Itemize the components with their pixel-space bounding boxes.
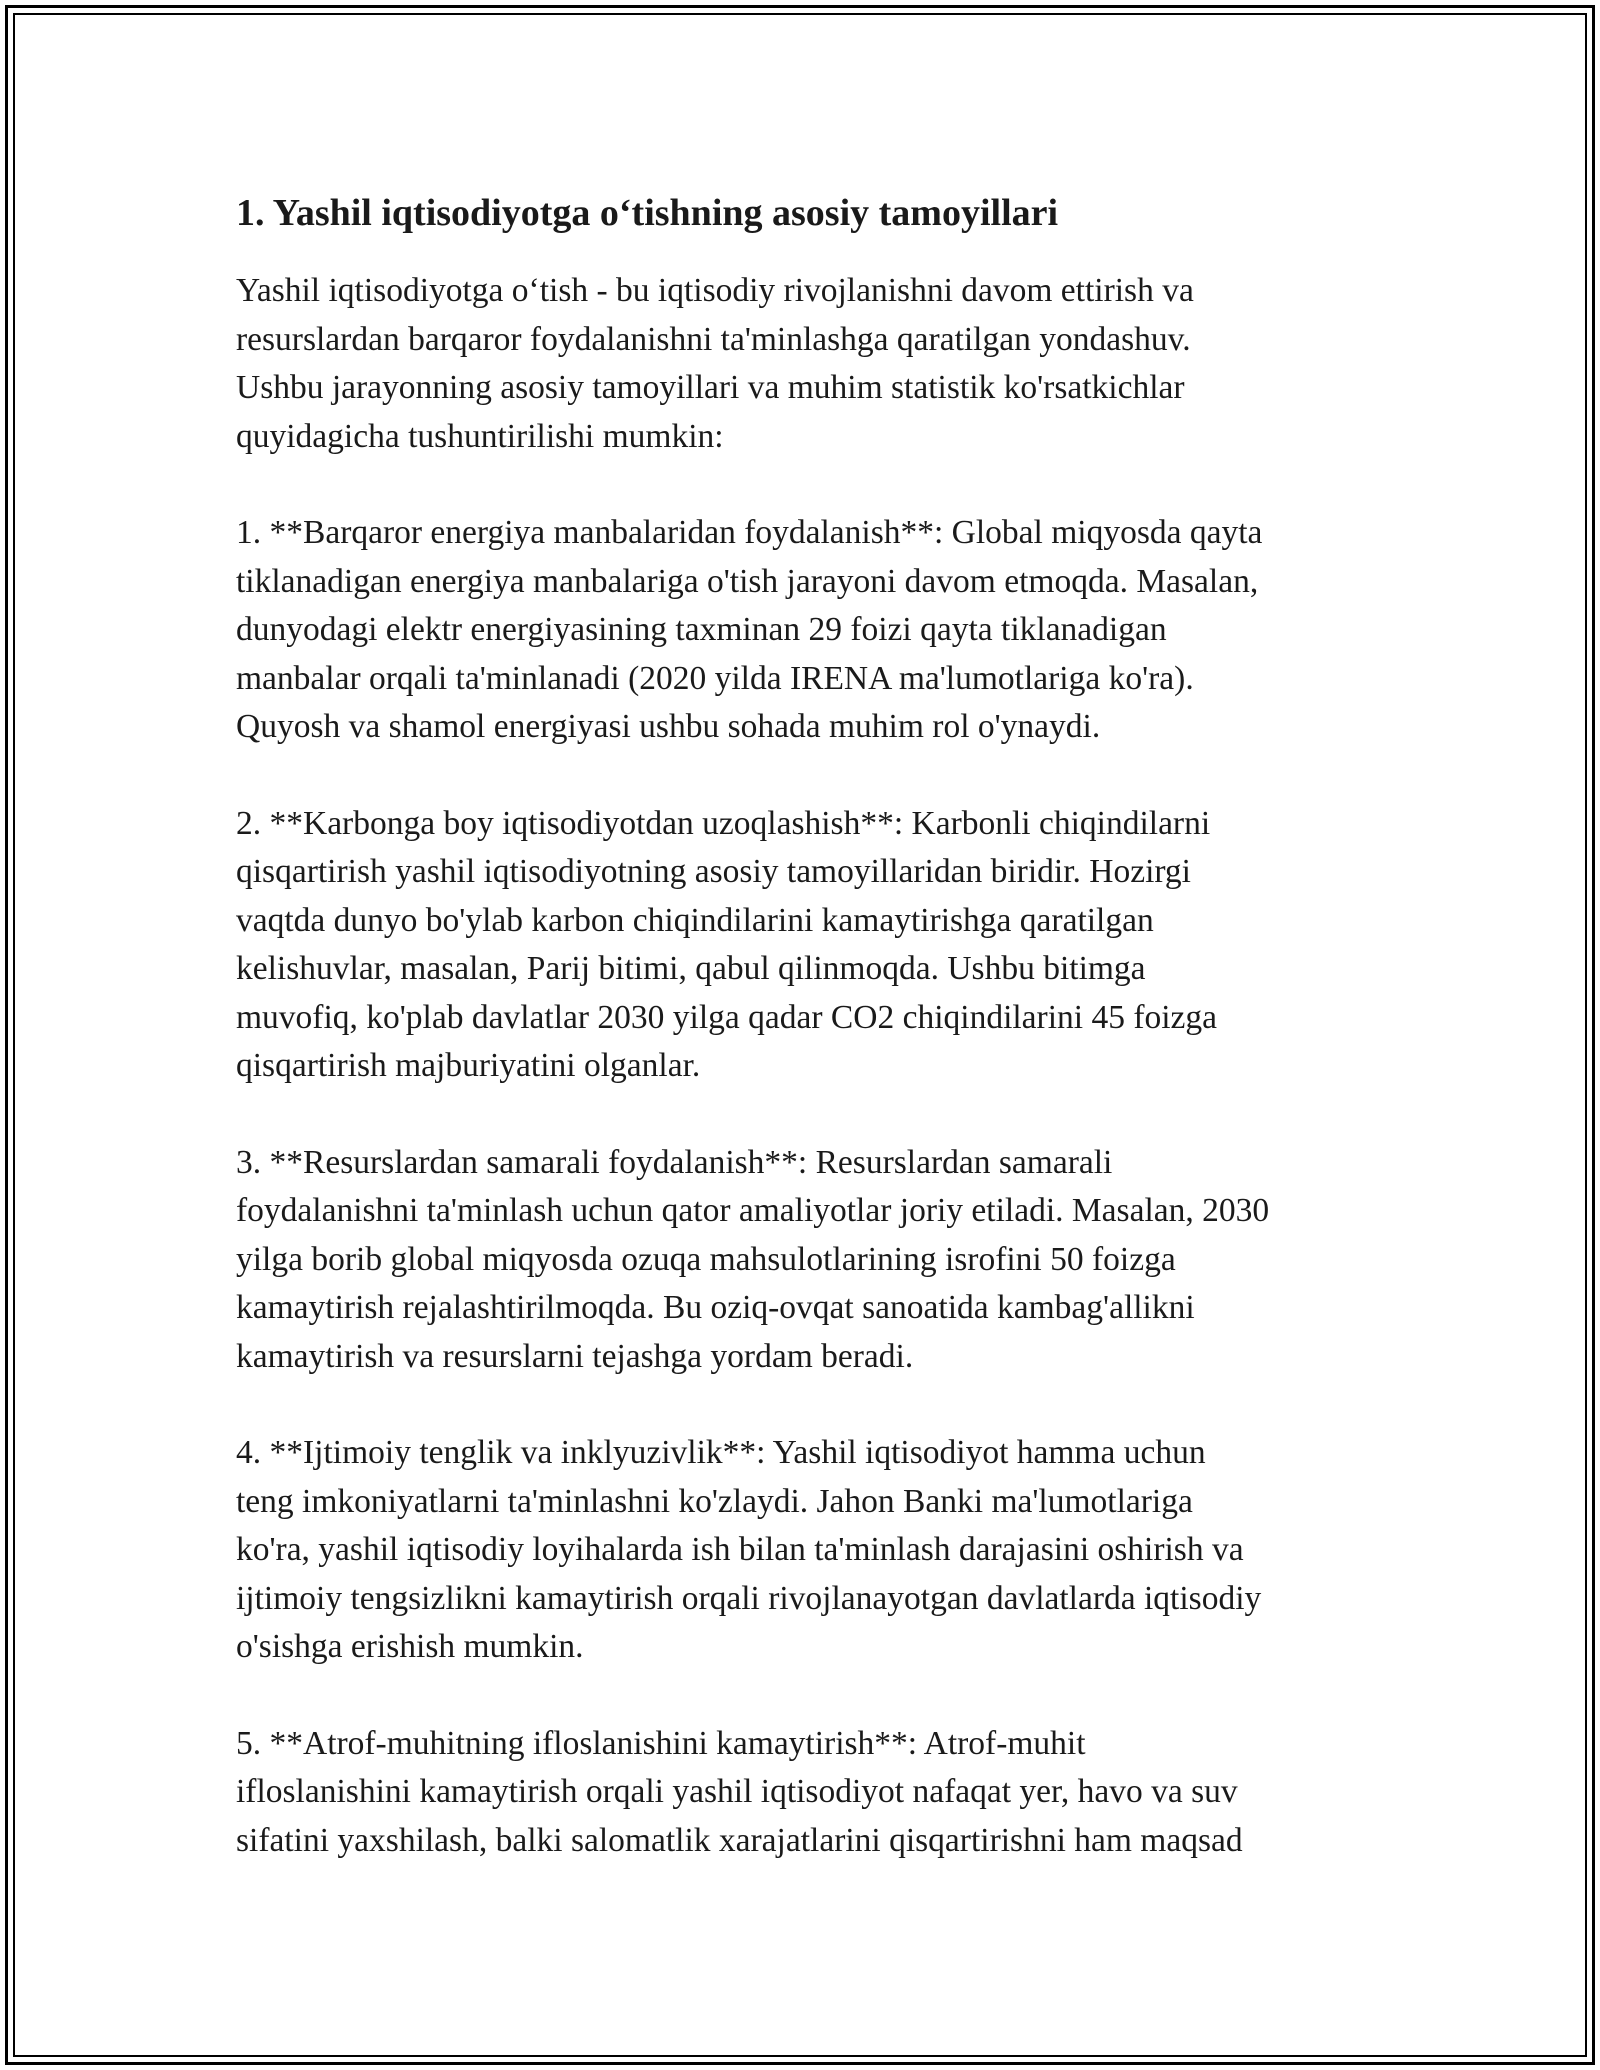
intro-paragraph: Yashil iqtisodiyotga o‘tish - bu iqtisodiy rivojlanishni davom ettirish va resurslardan barqaror foydalanishni ta'minlashga qaratilgan yondashuv. Ushbu jarayonning asosiy tamoyillari va muhim statistik ko'rsatkichlar quyidagicha tushuntirilishi mumkin: <box>236 272 1194 455</box>
principle-paragraph-4: 4. **Ijtimoiy tenglik va inklyuzivlik**: Yashil iqtisodiyot hamma uchun teng imkoniyatlarni ta'minlashni ko'zlaydi. Jahon Banki ma'lumotlariga ko'ra, yashil iqtisodiy loyihalarda ish bilan ta'minlash darajasini oshirish va ijtimoiy tengsizlikni kamaytirish orqali rivojlanayotgan davlatlarda iqtisodiy o'sishga erishish mumkin. <box>236 1434 1262 1665</box>
principle-paragraph-5: 5. **Atrof-muhitning ifloslanishini kamaytirish**: Atrof-muhit ifloslanishini kamaytirish orqali yashil iqtisodiyot nafaqat yer, havo va suv sifatini yaxshilash, balki salomatlik xarajatlarini qisqartirishni ham maqsad <box>236 1724 1243 1859</box>
principle-paragraph-3: 3. **Resurslardan samarali foydalanish**: Resurslardan samarali foydalanishni ta'minlash uchun qator amaliyotlar joriy etiladi. Masalan, 2030 yilga borib global miqyosda ozuqa mahsulotlarining isrofini 50 foizga kamaytirish rejalashtirilmoqda. Bu oziq-ovqat sanoatida kambag'allikni kamaytirish va resurslarni tejashga yordam beradi. <box>236 1143 1270 1375</box>
principle-paragraph-2: 2. **Karbonga boy iqtisodiyotdan uzoqlashish**: Karbonli chiqindilarni qisqartirish yashil iqtisodiyotning asosiy tamoyillaridan biridir. Hozirgi vaqtda dunyo bo'ylab karbon chiqindilarini kamaytirishga qaratilgan kelishuvlar, masalan, Parij bitimi, qabul qilinmoqda. Ushbu bitimga muvofiq, ko'plab davlatlar 2030 yilga qadar CO2 chiqindilarini 45 foizga qisqartirish majburiyatini olganlar. <box>236 804 1218 1084</box>
document-body <box>236 185 1386 1913</box>
document-title: 1. Yashil iqtisodiyotga o‘tishning asosiy tamoyillari <box>236 192 1059 234</box>
principle-paragraph-1: 1. **Barqaror energiya manbalaridan foydalanish**: Global miqyosda qayta tiklanadigan energiya manbalariga o'tish jarayoni davom etmoqda. Masalan, dunyodagi elektr energiyasining taxminan 29 foizi qayta tiklanadigan manbalar orqali ta'minlanadi (2020 yilda IRENA ma'lumotlariga ko'ra). Quyosh va shamol energiyasi ushbu sohada muhim rol o'ynaydi. <box>236 514 1263 745</box>
